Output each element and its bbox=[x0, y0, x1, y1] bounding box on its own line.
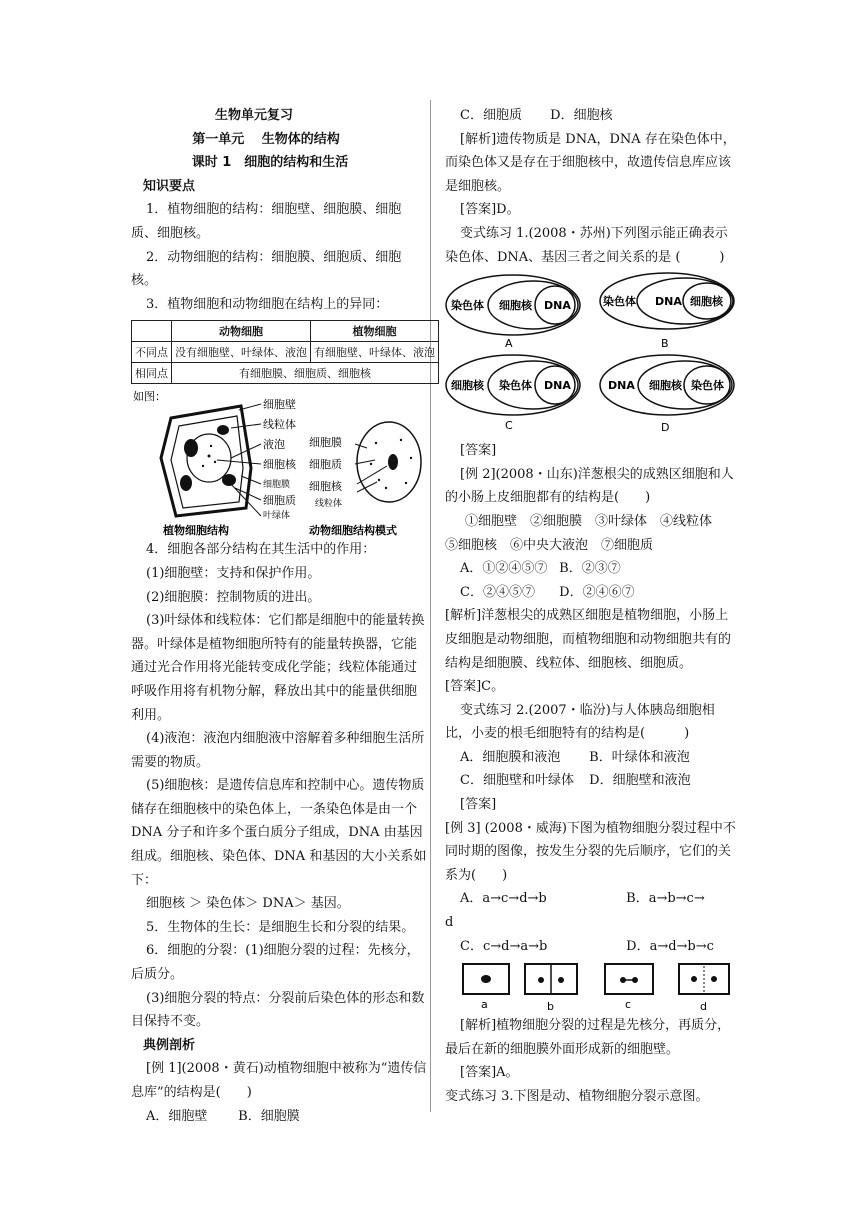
variant-1-question: 变式练习 1.(2008・苏州)下列图示能正确表示染色体、DNA、基因三者之间关系的是 ( ) bbox=[445, 225, 728, 265]
label-chloroplast: 叶绿体 bbox=[263, 511, 291, 522]
example-3-option-c: C．c→d→a→b bbox=[460, 938, 548, 954]
caption-plant-cell: 植物细胞结构 bbox=[163, 524, 229, 538]
figure-prefix: 如图： bbox=[133, 390, 166, 404]
ellipse-label: 细胞核 bbox=[451, 379, 484, 393]
example-3-option-b: B．a→b→c→ bbox=[626, 891, 705, 907]
knowledge-item-1: 1．植物细胞的结构：细胞壁、细胞膜、细胞质、细胞核。 bbox=[131, 202, 402, 241]
table-cell: 没有细胞壁、叶绿体、液泡 bbox=[172, 342, 311, 363]
ellipse-label: DNA bbox=[544, 379, 571, 393]
option-label-c: C bbox=[505, 419, 513, 433]
knowledge-item-6-3: (3)细胞分裂的特点：分裂前后染色体的形态和数目保持不变。 bbox=[131, 990, 425, 1030]
stage-label: c bbox=[625, 998, 632, 1012]
example-2-options-ab bbox=[445, 557, 740, 581]
label-cell-membrane: 细胞膜 bbox=[263, 480, 291, 491]
knowledge-item-4-1: (1)细胞壁：支持和保护作用。 bbox=[146, 565, 321, 581]
stage-label: a bbox=[481, 998, 488, 1012]
knowledge-item-5: 5．生物体的生长：是细胞生长和分裂的结果。 bbox=[146, 919, 415, 935]
example-2-items-1: ①细胞壁 ②细胞膜 ③叶绿体 ④线粒体 bbox=[465, 513, 713, 529]
variant-2-options-cd bbox=[445, 769, 740, 793]
example-1-answer: [答案]D。 bbox=[460, 202, 520, 218]
label-cytoplasm: 细胞质 bbox=[263, 494, 296, 508]
stage-label: b bbox=[547, 1000, 554, 1014]
variant-2-answer: [答案] bbox=[460, 797, 497, 813]
label-cell-wall: 细胞壁 bbox=[263, 398, 296, 412]
unit-title: 第一单元 生物体的结构 bbox=[192, 131, 340, 147]
ellipse-label: DNA bbox=[655, 295, 682, 309]
variant-2-option-d: D．细胞壁和液泡 bbox=[589, 773, 691, 789]
example-2-options-cd bbox=[445, 581, 740, 605]
doc-title: 生物单元复习 bbox=[214, 108, 293, 123]
left-column bbox=[131, 104, 435, 1128]
label-animal-nucleus: 细胞核 bbox=[309, 480, 342, 494]
ellipse-label: 细胞核 bbox=[690, 295, 723, 309]
ellipse-label: 染色体 bbox=[691, 379, 724, 393]
example-2-option-d: D．②④⑥⑦ bbox=[559, 584, 635, 600]
example-1-option-a: A．细胞壁 bbox=[146, 1108, 208, 1124]
knowledge-item-4-2: (2)细胞膜：控制物质的进出。 bbox=[146, 589, 321, 605]
example-1-option-b: B．细胞膜 bbox=[238, 1108, 300, 1124]
example-3-option-a: A．a→c→d→b bbox=[460, 891, 547, 907]
example-1-analysis: [解析]遗传物质是 DNA，DNA 存在染色体中，而染色体又是存在于细胞核中，故遗传信息库应该是细胞核。 bbox=[445, 131, 736, 194]
example-3-option-d: D．a→d→b→c bbox=[626, 938, 714, 954]
ellipse-label: 染色体 bbox=[499, 379, 532, 393]
ellipse-label: 染色体 bbox=[603, 295, 636, 309]
option-a-diagram bbox=[446, 275, 580, 350]
table-row-label: 不同点 bbox=[132, 342, 172, 363]
variant-2-option-a: A．细胞膜和液泡 bbox=[460, 749, 561, 765]
cell-structure-figure bbox=[131, 388, 427, 538]
knowledge-item-4-5: (5)细胞核：是遗传信息库和控制中心。遗传物质储存在细胞核中的染色体上，一条染色体是由一个 DNA 分子和许多个蛋白质分子组成，DNA 由基因组成。细胞核、染色体、DNA 和基因的大小关系如下： bbox=[131, 778, 427, 888]
option-d-diagram bbox=[600, 355, 734, 434]
example-2-analysis: [解析]洋葱根尖的成熟区细胞是植物细胞，小肠上皮细胞是动物细胞，而植物细胞和动物细胞共有的结构是细胞膜、线粒体、细胞核、细胞质。 bbox=[445, 608, 732, 671]
knowledge-item-4-4: (4)液泡：液泡内细胞液中溶解着多种细胞生活所 bbox=[146, 731, 425, 747]
option-label-b: B bbox=[661, 337, 669, 351]
option-c-diagram bbox=[446, 355, 580, 432]
section-heading-examples: 典例剖析 bbox=[143, 1037, 196, 1053]
label-mitochondria: 线粒体 bbox=[263, 418, 296, 432]
right-column bbox=[445, 104, 740, 1109]
label-animal-cytoplasm: 细胞质 bbox=[309, 458, 342, 472]
knowledge-item-2: 2．动物细胞的结构：细胞膜、细胞质、细胞核。 bbox=[131, 249, 402, 289]
variant-3-question: 变式练习 3.下图是动、植物细胞分裂示意图。 bbox=[445, 1089, 709, 1104]
column-divider bbox=[430, 100, 431, 1112]
plant-cell-diagram bbox=[161, 398, 297, 537]
example-3-option-b-cont: d bbox=[445, 915, 454, 931]
stage-label: d bbox=[700, 1000, 707, 1014]
example-2-option-a: A．①②④⑤⑦ bbox=[460, 561, 548, 577]
option-label-a: A bbox=[505, 337, 513, 351]
example-2-question: [例 2](2008・山东)洋葱根尖的成熟区细胞和人的小肠上皮细胞都有的结构是( ) bbox=[445, 466, 734, 506]
animal-cell-diagram bbox=[309, 422, 421, 537]
ellipse-label: DNA bbox=[544, 299, 571, 313]
table-row bbox=[132, 363, 439, 384]
example-2-option-c: C．②④⑤⑦ bbox=[460, 584, 535, 600]
table-cell: 有细胞壁、叶绿体、液泡 bbox=[311, 342, 439, 363]
knowledge-item-6: 6．细胞的分裂：(1)细胞分裂的过程：先核分，后质分。 bbox=[131, 943, 420, 983]
table-header-plant: 植物细胞 bbox=[311, 321, 439, 342]
label-nucleus: 细胞核 bbox=[263, 458, 296, 472]
example-3-options-ab bbox=[445, 887, 740, 911]
division-stage-b bbox=[525, 964, 577, 1013]
division-stage-c bbox=[605, 964, 653, 1011]
lesson-title: 课时 1 细胞的结构和生活 bbox=[191, 155, 349, 171]
caption-animal-cell: 动物细胞结构模式 bbox=[309, 524, 397, 538]
table-row-label: 相同点 bbox=[132, 363, 172, 384]
ellipse-label: 细胞核 bbox=[499, 299, 532, 313]
knowledge-item-4-4-cont: 需要的物质。 bbox=[131, 754, 210, 770]
label-animal-mitochondria: 线粒体 bbox=[315, 499, 343, 510]
table-row bbox=[132, 342, 439, 363]
section-heading-knowledge: 知识要点 bbox=[143, 178, 196, 194]
division-stage-a bbox=[463, 964, 509, 1011]
variant-1-answer: [答案] bbox=[460, 443, 497, 459]
example-3-options-cd bbox=[445, 935, 740, 959]
ellipse-label: 细胞核 bbox=[649, 379, 682, 393]
example-1-option-c: C．细胞质 bbox=[460, 108, 522, 123]
variant-2-question: 变式练习 2.(2007・临汾)与人体胰岛细胞相比，小麦的根毛细胞特有的结构是( ) bbox=[445, 702, 715, 742]
example-1-question: [例 1](2008・黄石)动植物细胞中被称为“遗传信息库”的结构是( ) bbox=[131, 1061, 427, 1100]
option-b-diagram bbox=[600, 273, 734, 350]
option-label-d: D bbox=[661, 421, 670, 435]
variant-2-options-ab bbox=[445, 746, 740, 770]
label-vacuole: 液泡 bbox=[263, 438, 285, 452]
label-animal-membrane: 细胞膜 bbox=[309, 436, 342, 450]
example-1-options-ab bbox=[131, 1105, 427, 1129]
example-3-analysis: [解析]植物细胞分裂的过程是先核分，再质分，最后在新的细胞膜外面形成新的细胞壁。 bbox=[445, 1018, 731, 1057]
example-1-options-cd bbox=[445, 104, 740, 128]
knowledge-item-3: 3．植物细胞和动物细胞在结构上的异同： bbox=[146, 296, 389, 312]
knowledge-item-4-3: (3)叶绿体和线粒体：它们都是细胞中的能量转换器。叶绿体是植物细胞所特有的能量转换器，它能通过光合作用将光能转变成化学能；线粒体能通过呼吸作用将有机物分解，释放出其中的能量供细胞利用。 bbox=[131, 613, 425, 723]
example-2-answer: [答案]C。 bbox=[445, 679, 505, 695]
example-2-items-2: ⑤细胞核 ⑥中央大液泡 ⑦细胞质 bbox=[445, 537, 654, 553]
table-corner bbox=[132, 321, 172, 342]
table-header-row bbox=[132, 321, 439, 342]
variant-2-option-b: B．叶绿体和液泡 bbox=[589, 749, 690, 765]
example-2-option-b: B．②③⑦ bbox=[559, 561, 621, 577]
variant-2-option-c: C．细胞壁和叶绿体 bbox=[460, 773, 574, 789]
table-cell: 有细胞膜、细胞质、细胞核 bbox=[172, 363, 439, 384]
table-header-animal: 动物细胞 bbox=[172, 321, 311, 342]
comparison-table bbox=[131, 320, 439, 384]
chromosome-dna-gene-figure bbox=[445, 269, 740, 439]
division-stage-d bbox=[679, 964, 729, 1013]
knowledge-item-4: 4．细胞各部分结构在其生活中的作用： bbox=[146, 542, 376, 558]
ellipse-label: DNA bbox=[608, 379, 635, 393]
cell-division-figure bbox=[445, 958, 740, 1014]
example-3-answer: [答案]A。 bbox=[460, 1065, 519, 1081]
ellipse-label: 染色体 bbox=[451, 299, 484, 313]
example-1-option-d: D．细胞核 bbox=[550, 108, 613, 123]
size-relation: 细胞核 ＞ 染色体＞ DNA＞ 基因。 bbox=[146, 896, 350, 912]
example-3-question: [例 3] (2008・威海)下图为植物细胞分裂过程中不同时期的图像，按发生分裂的先后顺序，它们的关系为( ) bbox=[445, 820, 736, 883]
